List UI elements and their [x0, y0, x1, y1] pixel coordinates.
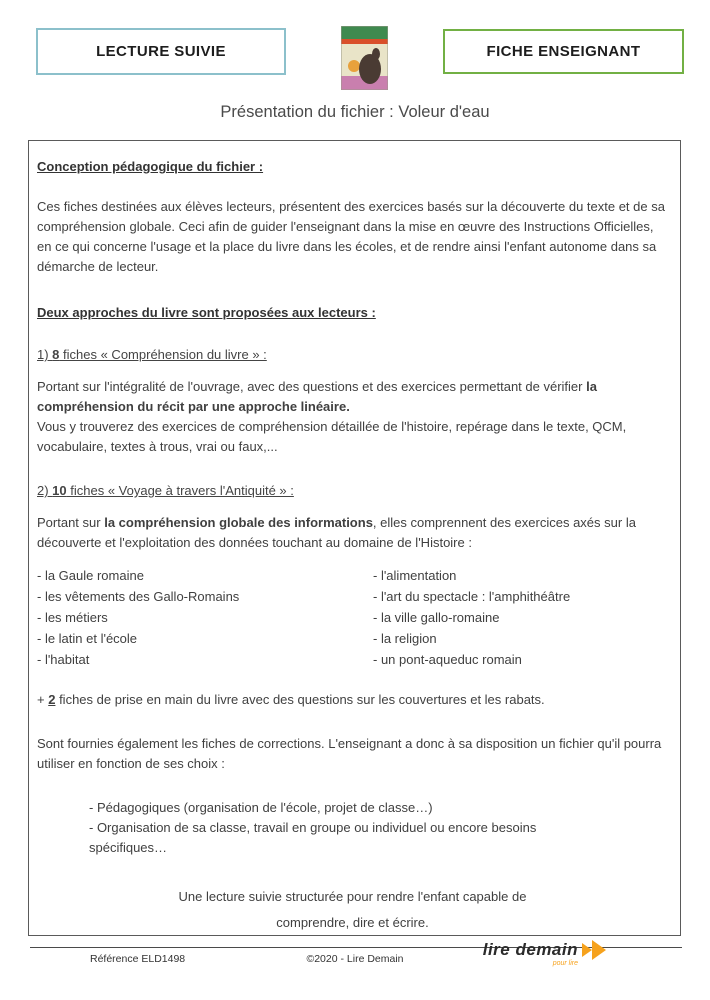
choice-item: - Organisation de sa classe, travail en groupe ou individuel ou encore besoins spécifiques…: [89, 820, 537, 855]
plus-rest: fiches de prise en main du livre avec des questions sur les couvertures et les rabats.: [55, 692, 545, 707]
item2-paragraph-end: , elles comprennent des exercices axés sur la découverte et l'exploitation des données touchant au domaine de l'Histoire :: [37, 515, 636, 550]
topics-left-column: [37, 565, 373, 670]
book-cover-image: [341, 26, 388, 90]
item1-count: 8: [52, 347, 60, 362]
item1-rest: fiches « Compréhension du livre » :: [59, 347, 267, 362]
content-frame: [28, 140, 681, 936]
item1-paragraph-bold: la compréhension du récit par une approche linéaire.: [37, 379, 597, 414]
closing-line-2: comprendre, dire et écrire.: [276, 915, 429, 930]
item2-paragraph-start: Portant sur: [37, 515, 105, 530]
item2-count: 10: [52, 483, 67, 498]
topic-item: - l'alimentation: [373, 568, 457, 583]
approches-heading: Deux approches du livre sont proposées aux lecteurs :: [37, 305, 376, 320]
footer-copyright: ©2020 - Lire Demain: [306, 953, 404, 965]
item1-paragraph-normal: Portant sur l'intégralité de l'ouvrage, avec des questions et des exercices permettant de vérifier: [37, 379, 587, 394]
lire-demain-logo-icon: [582, 940, 606, 960]
topic-item: - le latin et l'école: [37, 631, 138, 646]
topic-item: - un pont-aqueduc romain: [373, 652, 522, 667]
lecture-suivie-label: LECTURE SUIVIE: [96, 43, 226, 60]
conception-heading: Conception pédagogique du fichier :: [37, 159, 264, 174]
topic-item: - l'art du spectacle : l'amphithéâtre: [373, 589, 571, 604]
item1-heading: [37, 345, 668, 365]
topic-item: - la religion: [373, 631, 437, 646]
item1-paragraph: [37, 377, 668, 417]
topics-right-column: [373, 565, 668, 670]
conception-paragraph: Ces fiches destinées aux élèves lecteurs, présentent des exercices basés sur la découverte du texte et de sa compréhension globale. Ceci afin de guider l'enseignant dans la mise en œuvre des Instructions Officielles, en ce qui concerne l'usage et la place du livre dans les écoles, et de rendre ainsi l'enfant autonome dans sa démarche de lecteur.: [37, 199, 665, 274]
fiche-enseignant-label: FICHE ENSEIGNANT: [486, 43, 641, 60]
item1-paragraph2: Vous y trouverez des exercices de compréhension détaillée de l'histoire, repérage dans le texte, QCM, vocabulaire, textes à trous, vrai ou faux,...: [37, 419, 627, 454]
plus-count: 2: [48, 692, 56, 707]
item1-prefix: 1): [37, 347, 53, 362]
topic-item: - les métiers: [37, 610, 108, 625]
closing-statement: [37, 884, 668, 936]
choices-list: [89, 798, 594, 858]
lire-demain-logo: [482, 940, 606, 967]
choice-item: - Pédagogiques (organisation de l'école, projet de classe…): [89, 800, 433, 815]
item2-paragraph: [37, 513, 668, 553]
plus-fiches-line: [37, 690, 668, 710]
topic-item: - la Gaule romaine: [37, 568, 144, 583]
corrections-paragraph: Sont fournies également les fiches de corrections. L'enseignant a donc à sa disposition un fichier qu'il pourra utiliser en fonction de ses choix :: [37, 736, 662, 771]
fiche-enseignant-box: [443, 29, 684, 74]
closing-line-1: Une lecture suivie structurée pour rendre l'enfant capable de: [178, 889, 527, 904]
item2-rest: fiches « Voyage à travers l'Antiquité » :: [66, 483, 294, 498]
item2-paragraph-bold: la compréhension globale des informations: [104, 515, 373, 530]
topic-item: - les vêtements des Gallo-Romains: [37, 589, 240, 604]
topics-list: [37, 565, 668, 670]
topic-item: - l'habitat: [37, 652, 90, 667]
lire-demain-logo-tagline: pour lire: [552, 960, 578, 967]
lire-demain-logo-text: lire demain: [482, 940, 578, 959]
item2-heading: [37, 481, 668, 501]
item2-prefix: 2): [37, 483, 53, 498]
book-cover-illustration: [341, 26, 388, 90]
topic-item: - la ville gallo-romaine: [373, 610, 500, 625]
lecture-suivie-box: [36, 28, 286, 75]
footer-reference: Référence ELD1498: [90, 953, 186, 965]
page-title: Présentation du fichier : Voleur d'eau: [220, 103, 490, 121]
plus-prefix: +: [37, 692, 49, 707]
